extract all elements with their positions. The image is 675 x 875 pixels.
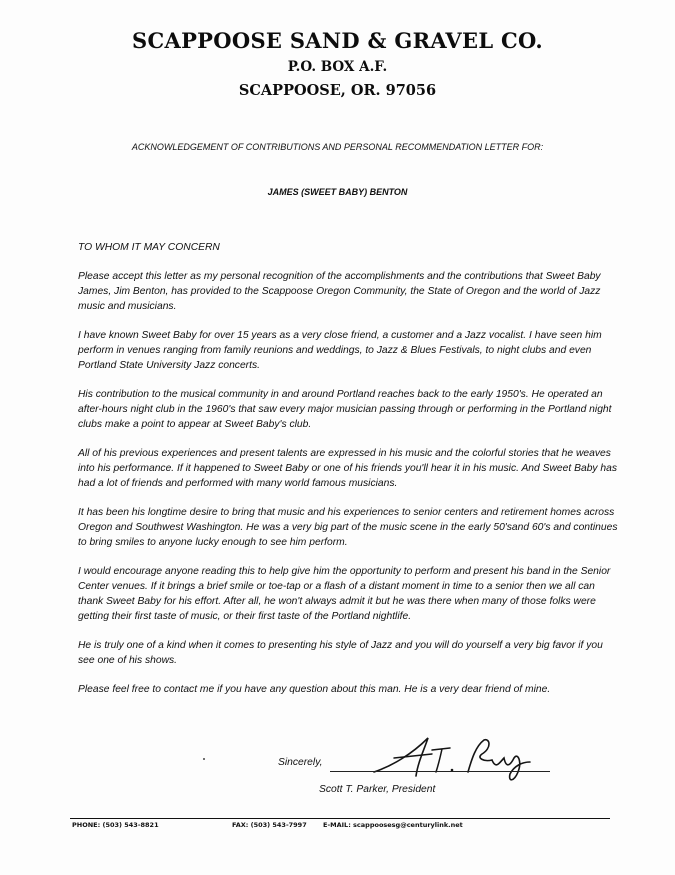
paragraph: All of his previous experiences and present talents are expressed in his music and the colorful stories that he weaves into his performance. If it happened to Sweet Baby or one of his friends you'll hear it in his music. And Sweet Baby has had a lot of friends and performed with many world famous musicians.	[78, 448, 618, 489]
paragraph: I have known Sweet Baby for over 15 years as a very close friend, a customer and a Jazz vocalist. I have seen him perform in venues ranging from family reunions and weddings, to Jazz & Blues Festivals, to night clubs and even Portland State University Jazz concerts.	[78, 330, 602, 371]
paragraph: He is truly one of a kind when it comes to presenting his style of Jazz and you will do yourself a very big favor if you see one of his shows.	[78, 640, 603, 666]
handwritten-signature	[372, 732, 532, 786]
city-address: SCAPPOOSE, OR. 97056	[238, 82, 437, 99]
po-box: P.O. BOX A.F.	[287, 59, 388, 75]
closing: Sincerely,	[278, 757, 323, 768]
salutation: TO WHOM IT MAY CONCERN	[78, 242, 220, 253]
paragraph: I would encourage anyone reading this to help give him the opportunity to perform and present his band in the Senior Center venues. If it brings a brief smile or toe-tap or a flash of a distant moment in time to a senior then we all can thank Sweet Baby for his effort. After all, he won't always admit it but he was there when many of those folks were getting their first taste of music, or their first taste of the Portland nightlife.	[78, 566, 611, 622]
footer-email: E-MAIL: scappoosesg@centurylink.net	[323, 821, 463, 829]
footer-phone: PHONE: (503) 543-8821	[72, 821, 159, 829]
signer-name: Scott T. Parker, President	[319, 784, 436, 795]
paragraph: Please accept this letter as my personal recognition of the accomplishments and the contributions that Sweet Baby James, Jim Benton, has provided to the Scappoose Oregon Community, the State of Oregon and the world of Jazz music and musicians.	[78, 271, 601, 312]
paragraph: It has been his longtime desire to bring that music and his experiences to senior centers and retirement homes across Oregon and Southwest Washington. He was a very big part of the music scene in the early 50'sand 60's and continues to bring smiles to anyone lucky enough to see him perform.	[78, 507, 618, 548]
letter-subject: ACKNOWLEDGEMENT OF CONTRIBUTIONS AND PERSONAL RECOMMENDATION LETTER FOR:	[131, 142, 544, 152]
footer-divider	[70, 818, 610, 819]
stray-mark	[203, 758, 205, 760]
footer-fax: FAX: (503) 543-7997	[232, 821, 307, 829]
signature-line	[330, 771, 550, 772]
letter-body	[78, 240, 618, 711]
paragraph: Please feel free to contact me if you have any question about this man. He is a very dear friend of mine.	[78, 684, 551, 695]
paragraph: His contribution to the musical community in and around Portland reaches back to the early 1950's. He operated an after-hours night club in the 1960's that saw every major musician passing through or performing in the Portland night clubs make a point to appear at Sweet Baby's club.	[78, 389, 612, 430]
recipient-name: JAMES (SWEET BABY) BENTON	[267, 187, 408, 197]
company-name: SCAPPOOSE SAND & GRAVEL CO.	[132, 28, 543, 53]
